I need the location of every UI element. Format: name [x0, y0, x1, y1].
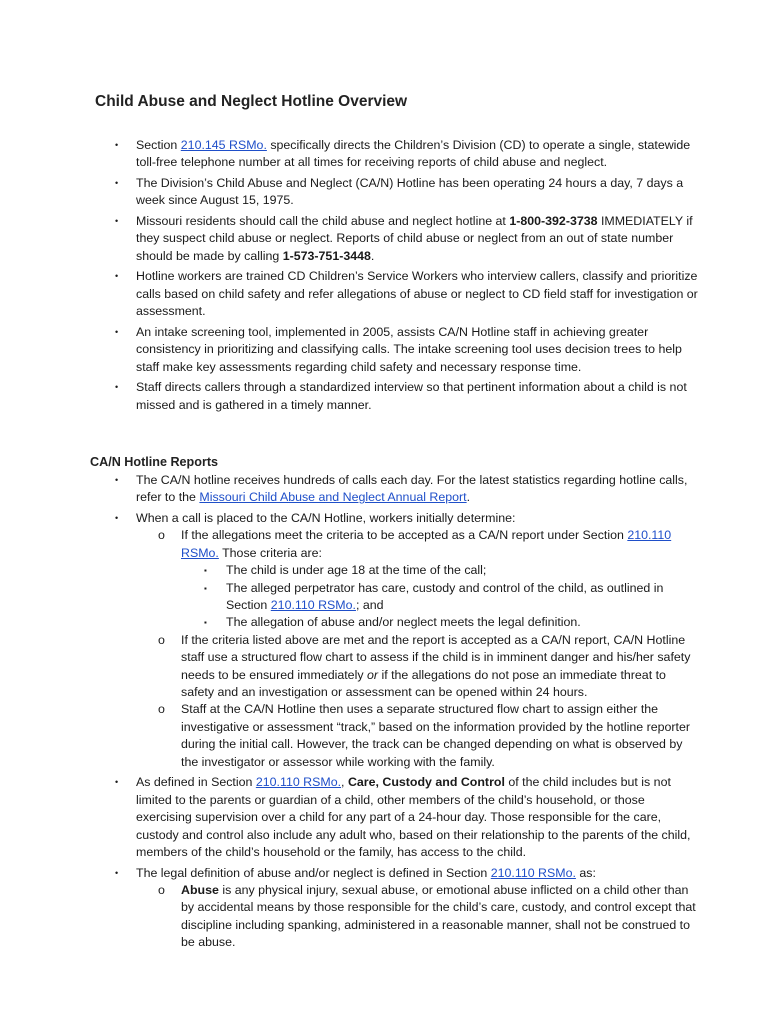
list-text: Staff at the CA/N Hotline then uses a separate structured flow chart to assign either the investigative or assessment “track,” based on the information provided by the hotline reporter during the initial call. However, the track can be changed depending on what is observed by the investigator or assessor while working with the family. [181, 702, 690, 769]
list-text: Those criteria are: [218, 545, 322, 560]
rsmo-210-145-link[interactable]: 210.145 RSMo. [180, 138, 267, 152]
list-item [0, 213, 700, 265]
list-text: specifically directs the Children’s Division (CD) to operate a single, statewide toll-free telephone number at all times for receiving reports of child abuse and neglect. [136, 138, 691, 170]
sub-sub-list-item [0, 580, 700, 615]
bullet-disc: • [115, 382, 119, 393]
sub-list-item [0, 632, 700, 702]
bullet-circle: o [158, 702, 165, 717]
list-text: As defined in Section [136, 775, 256, 790]
page-title: Child Abuse and Neglect Hotline Overview [95, 93, 408, 110]
emphasis-text: or [366, 667, 378, 682]
list-text: , [341, 775, 348, 790]
bullet-disc: • [115, 513, 119, 523]
section-heading: CA/N Hotline Reports [90, 455, 219, 469]
sub-sub-list-item [0, 614, 700, 631]
hotline-phone: 1-800-392-3738 [509, 214, 598, 228]
sub-list-item [0, 701, 700, 771]
sub-sub-list-item [0, 562, 700, 579]
annual-report-link[interactable]: Missouri Child Abuse and Neglect Annual Report [199, 490, 467, 505]
list-text: ; and [355, 598, 384, 613]
bullet-disc: • [115, 326, 119, 337]
list-text: If the allegations meet the criteria to be accepted as a CA/N report under Section [181, 528, 628, 543]
list-item [0, 472, 700, 507]
rsmo-210-110-link[interactable]: 210.110 RSMo. [490, 865, 576, 880]
list-text: An intake screening tool, implemented in 2005, assists CA/N Hotline staff in achieving greater consistency in prioritizing and classifying calls. The intake screening tool uses decision trees to help staff make key assessments regarding child safety and necessary response time. [136, 324, 682, 374]
bullet-disc: • [115, 867, 119, 878]
bullet-square: ▪ [204, 566, 207, 576]
bullet-circle: o [158, 882, 165, 897]
list-item [0, 774, 700, 861]
bullet-disc: • [115, 216, 119, 226]
list-item [0, 137, 700, 172]
list-text: The Division’s Child Abuse and Neglect (CA/N) Hotline has been operating 24 hours a day, 7 days a week since August 15, 1975. [136, 176, 684, 208]
bullet-square: ▪ [204, 583, 207, 593]
list-text: If the criteria listed above are met and the report is accepted as a CA/N report, CA/N Hotline staff use a structured flow chart to assess if the child is in imminent danger and his/her safety needs to be ensured immediately [181, 632, 691, 682]
list-item [0, 379, 700, 414]
rsmo-210-110-link[interactable]: 210.110 RSMo. [270, 598, 356, 613]
list-text: IMMEDIATELY if they suspect child abuse or neglect. Reports of child abuse or neglect from an out of state number should be made by calling [136, 214, 693, 263]
list-text: if the allegations do not pose an immediate threat to safety and an investigation or assessment can be opened within 24 hours. [181, 667, 666, 700]
out-of-state-phone: 1-573-751-3448 [282, 248, 371, 263]
list-text: Section [136, 138, 181, 152]
sub-list-item [0, 527, 700, 631]
list-text: The child is under age 18 at the time of the call; [226, 563, 487, 578]
list-text: . [466, 490, 471, 505]
bullet-disc: • [115, 777, 119, 788]
bullet-disc: • [115, 475, 119, 485]
list-text: The alleged perpetrator has care, custody and control of the child, as outlined in Section [226, 580, 664, 613]
bullet-disc: • [115, 140, 119, 150]
bullet-disc: • [115, 271, 119, 282]
bullet-square: ▪ [204, 618, 207, 628]
bullet-circle: o [158, 632, 165, 647]
list-item [0, 510, 700, 771]
list-text: . [370, 248, 375, 263]
sub-list-item [0, 882, 700, 952]
list-item [0, 175, 700, 210]
list-text: The allegation of abuse and/or neglect meets the legal definition. [226, 615, 581, 630]
bold-term: Care, Custody and Control [347, 775, 505, 790]
list-text: as: [575, 865, 596, 880]
rsmo-210-110-link[interactable]: 210.110 RSMo. [255, 775, 342, 790]
sub-list [136, 882, 700, 952]
list-text: Missouri residents should call the child abuse and neglect hotline at [136, 214, 510, 228]
rsmo-210-110-link[interactable]: 210.110 RSMo. [181, 528, 672, 560]
reports-list [0, 472, 700, 955]
list-text: is any physical injury, sexual abuse, or emotional abuse inflicted on a child other than by accidental means by those responsible for the child’s care, custody, and control except that discipline including spanking, administered in a reasonable manner, shall not be construed to be abuse. [181, 882, 696, 950]
list-item [0, 268, 700, 320]
list-text: The legal definition of abuse and/or neglect is defined in Section [136, 865, 491, 880]
list-text: When a call is placed to the CA/N Hotline, workers initially determine: [136, 511, 516, 525]
list-item [0, 865, 700, 952]
sub-list [136, 527, 700, 771]
bullet-circle: o [158, 528, 165, 543]
list-text: Hotline workers are trained CD Children’s Service Workers who interview callers, classify and prioritize calls based on child safety and refer allegations of abuse or neglect to CD field staff for investigation or assessment. [136, 269, 698, 319]
list-text: of the child includes but is not limited to the parents or guardian of a child, other members of the child’s household, or those exercising supervision over a child for any part of a 24-hour day. Those responsible for the care, custody and control also include any adult who, based on their relationship to the parents of the child, members of the child’s household or the family, has access to the child. [136, 775, 691, 859]
bold-term: Abuse [181, 882, 219, 897]
list-item [0, 324, 700, 376]
sub-sub-list [181, 562, 700, 632]
list-text: Staff directs callers through a standardized interview so that pertinent information about a child is not missed and is gathered in a timely manner. [136, 380, 687, 412]
list-text: The CA/N hotline receives hundreds of calls each day. For the latest statistics regarding hotline calls, refer to the [136, 473, 688, 505]
bullet-disc: • [115, 178, 119, 188]
overview-list [0, 137, 700, 417]
